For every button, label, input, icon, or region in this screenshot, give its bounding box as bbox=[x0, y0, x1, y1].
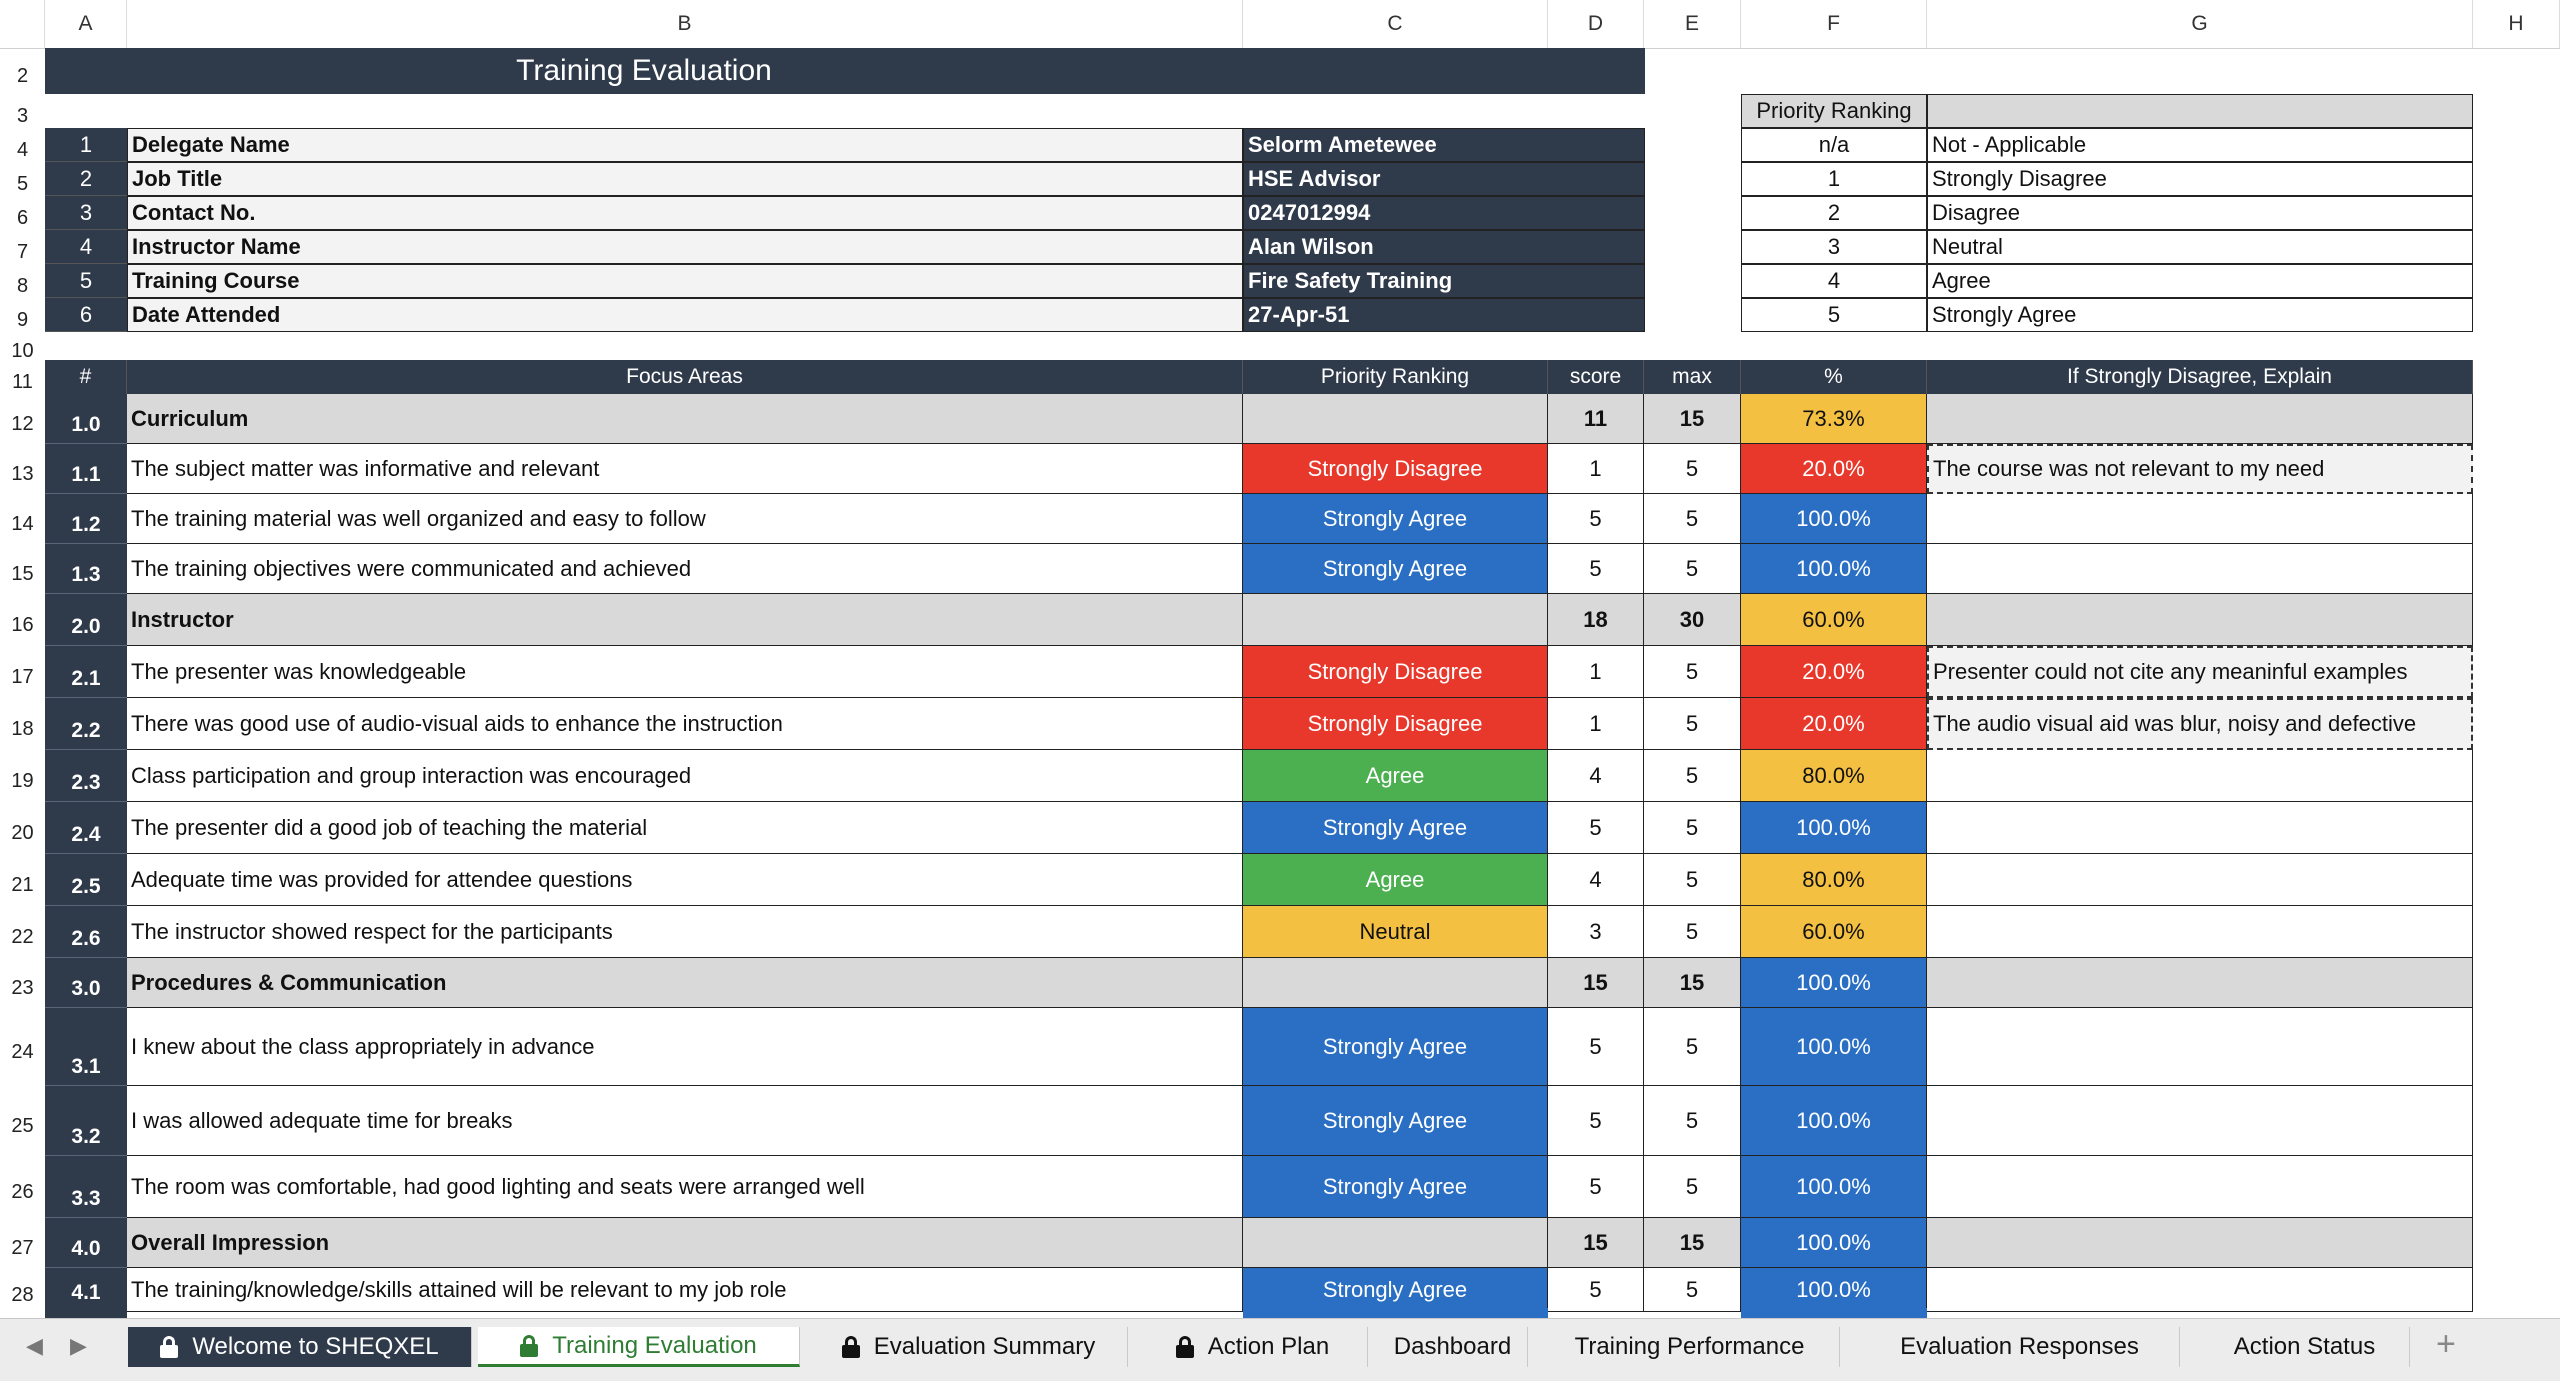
score-cell: 5 bbox=[1548, 494, 1644, 544]
focus-area-text: The subject matter was informative and relevant bbox=[127, 444, 1243, 494]
section-title: Curriculum bbox=[127, 394, 1243, 444]
priority-ranking-cell[interactable]: Strongly Agree bbox=[1243, 1156, 1548, 1218]
row-index: 2.5 bbox=[45, 854, 127, 906]
percent-cell: 20.0% bbox=[1741, 698, 1927, 750]
explanation-cell[interactable] bbox=[1927, 958, 2473, 1008]
explanation-cell[interactable] bbox=[1927, 494, 2473, 544]
row-number[interactable]: 2 bbox=[16, 65, 29, 87]
priority-ranking-cell[interactable]: Strongly Agree bbox=[1243, 544, 1548, 594]
info-number: 5 bbox=[45, 264, 127, 298]
legend-code: 4 bbox=[1741, 264, 1927, 298]
explanation-cell[interactable] bbox=[1927, 594, 2473, 646]
priority-ranking-cell[interactable]: Strongly Agree bbox=[1243, 802, 1548, 854]
sheet-tab-label: Action Plan bbox=[1207, 1333, 1330, 1360]
row-number[interactable]: 10 bbox=[11, 340, 34, 362]
column-header[interactable]: D bbox=[1548, 0, 1644, 48]
percent-cell: 80.0% bbox=[1741, 750, 1927, 802]
max-cell: 15 bbox=[1644, 958, 1741, 1008]
row-number[interactable]: 4 bbox=[16, 139, 29, 161]
priority-ranking-cell[interactable]: Agree bbox=[1243, 854, 1548, 906]
lock-icon bbox=[842, 1336, 860, 1358]
score-cell: 5 bbox=[1548, 1008, 1644, 1086]
sheet-tab[interactable] bbox=[1138, 1327, 1368, 1367]
title-extension bbox=[1243, 48, 1645, 94]
max-cell: 5 bbox=[1644, 1268, 1741, 1312]
row-index: 2.3 bbox=[45, 750, 127, 802]
row-number[interactable]: 6 bbox=[16, 207, 29, 229]
section-title: Instructor bbox=[127, 594, 1243, 646]
percent-cell: 20.0% bbox=[1741, 646, 1927, 698]
column-header[interactable]: G bbox=[1927, 0, 2473, 48]
row-index: 2.2 bbox=[45, 698, 127, 750]
info-value[interactable]: 27-Apr-51 bbox=[1243, 298, 1645, 332]
row-index: 4.0 bbox=[45, 1218, 127, 1268]
sheet-tab-label: Action Status bbox=[2233, 1333, 2376, 1360]
priority-ranking-cell[interactable]: Strongly Disagree bbox=[1243, 646, 1548, 698]
column-header[interactable]: A bbox=[45, 0, 127, 48]
row-index: 1.0 bbox=[45, 394, 127, 444]
score-cell: 3 bbox=[1548, 906, 1644, 958]
explanation-cell[interactable] bbox=[1927, 394, 2473, 444]
row-number[interactable]: 11 bbox=[12, 371, 33, 393]
percent-cell: 100.0% bbox=[1741, 802, 1927, 854]
legend-label: Disagree bbox=[1927, 196, 2473, 230]
table-header-max: max bbox=[1644, 360, 1741, 394]
percent-cell: 100.0% bbox=[1741, 1008, 1927, 1086]
table-header-focus: Focus Areas bbox=[127, 360, 1243, 394]
next-sheet-arrow-icon[interactable]: ▶ bbox=[70, 1333, 87, 1358]
explanation-cell[interactable]: The course was not relevant to my need bbox=[1927, 444, 2473, 494]
priority-ranking-cell[interactable]: Strongly Disagree bbox=[1243, 698, 1548, 750]
row-index: 3.2 bbox=[45, 1086, 127, 1156]
table-header-idx: # bbox=[45, 360, 127, 394]
score-cell: 4 bbox=[1548, 750, 1644, 802]
focus-area-text: The training/knowledge/skills attained will be relevant to my job role bbox=[127, 1268, 1243, 1312]
max-cell: 5 bbox=[1644, 698, 1741, 750]
focus-area-text: There was good use of audio-visual aids to enhance the instruction bbox=[127, 698, 1243, 750]
legend-header-blank bbox=[1927, 94, 2473, 128]
score-cell: 1 bbox=[1548, 444, 1644, 494]
sheet-tab-label: Evaluation Summary bbox=[873, 1333, 1096, 1360]
row-number[interactable]: 13 bbox=[11, 463, 34, 485]
explanation-cell[interactable] bbox=[1927, 802, 2473, 854]
max-cell: 5 bbox=[1644, 1086, 1741, 1156]
percent-cell: 100.0% bbox=[1741, 1268, 1927, 1312]
percent-cell: 100.0% bbox=[1741, 544, 1927, 594]
score-cell: 5 bbox=[1548, 1086, 1644, 1156]
row-number[interactable]: 14 bbox=[11, 513, 34, 535]
explanation-cell[interactable] bbox=[1927, 854, 2473, 906]
percent-cell: 100.0% bbox=[1741, 494, 1927, 544]
focus-area-text: The presenter was knowledgeable bbox=[127, 646, 1243, 698]
focus-area-text: The room was comfortable, had good lighting and seats were arranged well bbox=[127, 1156, 1243, 1218]
max-cell: 30 bbox=[1644, 594, 1741, 646]
row-number[interactable]: 8 bbox=[16, 275, 29, 297]
info-label: Contact No. bbox=[127, 196, 1243, 230]
score-cell: 18 bbox=[1548, 594, 1644, 646]
priority-ranking-cell[interactable] bbox=[1243, 594, 1548, 646]
row-number[interactable]: 28 bbox=[11, 1284, 34, 1306]
focus-area-text: Class participation and group interaction was encouraged bbox=[127, 750, 1243, 802]
percent-cell: 80.0% bbox=[1741, 854, 1927, 906]
score-cell: 1 bbox=[1548, 646, 1644, 698]
legend-label: Strongly Disagree bbox=[1927, 162, 2473, 196]
sheet-tab-label: Training Performance bbox=[1574, 1333, 1805, 1360]
priority-ranking-cell[interactable]: Strongly Agree bbox=[1243, 494, 1548, 544]
legend-header: Priority Ranking bbox=[1741, 94, 1927, 128]
explanation-cell[interactable] bbox=[1927, 750, 2473, 802]
score-cell: 5 bbox=[1548, 1156, 1644, 1218]
row-number[interactable]: 26 bbox=[11, 1181, 34, 1203]
partial-row-pct bbox=[1741, 1308, 1927, 1318]
percent-cell: 100.0% bbox=[1741, 1218, 1927, 1268]
column-header-bar bbox=[0, 0, 2560, 49]
sheet-tab[interactable] bbox=[478, 1327, 800, 1367]
row-number[interactable]: 5 bbox=[16, 173, 29, 195]
add-sheet-icon[interactable]: + bbox=[2436, 1325, 2456, 1363]
explanation-cell[interactable] bbox=[1927, 1218, 2473, 1268]
section-title: Procedures & Communication bbox=[127, 958, 1243, 1008]
percent-cell: 100.0% bbox=[1741, 958, 1927, 1008]
score-cell: 5 bbox=[1548, 544, 1644, 594]
prev-sheet-arrow-icon[interactable]: ◀ bbox=[26, 1333, 43, 1358]
max-cell: 15 bbox=[1644, 1218, 1741, 1268]
priority-ranking-cell[interactable] bbox=[1243, 1218, 1548, 1268]
percent-cell: 73.3% bbox=[1741, 394, 1927, 444]
explanation-cell[interactable]: Presenter could not cite any meaninful examples bbox=[1927, 646, 2473, 698]
sheet-title bbox=[45, 48, 1243, 94]
percent-cell: 60.0% bbox=[1741, 594, 1927, 646]
percent-cell: 100.0% bbox=[1741, 1156, 1927, 1218]
percent-cell: 100.0% bbox=[1741, 1086, 1927, 1156]
priority-ranking-cell[interactable]: Neutral bbox=[1243, 906, 1548, 958]
row-index: 3.0 bbox=[45, 958, 127, 1008]
score-cell: 15 bbox=[1548, 958, 1644, 1008]
row-number[interactable]: 7 bbox=[16, 241, 29, 263]
max-cell: 5 bbox=[1644, 1008, 1741, 1086]
percent-cell: 60.0% bbox=[1741, 906, 1927, 958]
info-value[interactable]: HSE Advisor bbox=[1243, 162, 1645, 196]
row-index: 1.1 bbox=[45, 444, 127, 494]
legend-label: Strongly Agree bbox=[1927, 298, 2473, 332]
explanation-cell[interactable] bbox=[1927, 906, 2473, 958]
priority-ranking-cell[interactable]: Strongly Agree bbox=[1243, 1008, 1548, 1086]
row-number[interactable]: 17 bbox=[11, 666, 34, 688]
row-number[interactable]: 27 bbox=[11, 1237, 34, 1259]
info-label: Instructor Name bbox=[127, 230, 1243, 264]
row-number[interactable]: 21 bbox=[11, 874, 34, 896]
max-cell: 5 bbox=[1644, 646, 1741, 698]
explanation-cell[interactable] bbox=[1927, 544, 2473, 594]
sheet-tab[interactable] bbox=[2200, 1327, 2410, 1367]
max-cell: 5 bbox=[1644, 750, 1741, 802]
max-cell: 5 bbox=[1644, 854, 1741, 906]
explanation-cell[interactable]: The audio visual aid was blur, noisy and defective bbox=[1927, 698, 2473, 750]
priority-ranking-cell[interactable]: Strongly Agree bbox=[1243, 1268, 1548, 1312]
row-number[interactable]: 18 bbox=[11, 718, 34, 740]
priority-ranking-cell[interactable]: Strongly Disagree bbox=[1243, 444, 1548, 494]
focus-area-text: I knew about the class appropriately in advance bbox=[127, 1008, 1243, 1086]
sheet-tab-label: Welcome to SHEQXEL bbox=[192, 1333, 439, 1360]
column-header[interactable]: F bbox=[1741, 0, 1927, 48]
focus-area-text: I was allowed adequate time for breaks bbox=[127, 1086, 1243, 1156]
explanation-cell[interactable] bbox=[1927, 1008, 2473, 1086]
row-number[interactable]: 22 bbox=[11, 926, 34, 948]
select-all-corner[interactable] bbox=[0, 0, 45, 48]
focus-area-text: Adequate time was provided for attendee questions bbox=[127, 854, 1243, 906]
max-cell: 5 bbox=[1644, 494, 1741, 544]
legend-label: Agree bbox=[1927, 264, 2473, 298]
sheet-tab-label: Training Evaluation bbox=[552, 1331, 757, 1359]
info-label: Job Title bbox=[127, 162, 1243, 196]
focus-area-text: The presenter did a good job of teaching the material bbox=[127, 802, 1243, 854]
section-title: Overall Impression bbox=[127, 1218, 1243, 1268]
focus-area-text: The training material was well organized and easy to follow bbox=[127, 494, 1243, 544]
info-number: 6 bbox=[45, 298, 127, 332]
lock-icon bbox=[1176, 1336, 1194, 1358]
priority-ranking-cell[interactable]: Strongly Agree bbox=[1243, 1086, 1548, 1156]
row-number[interactable]: 25 bbox=[11, 1115, 34, 1137]
score-cell: 5 bbox=[1548, 1268, 1644, 1312]
sheet-tab-label: Dashboard bbox=[1393, 1333, 1512, 1360]
row-index: 2.0 bbox=[45, 594, 127, 646]
info-value[interactable]: Fire Safety Training bbox=[1243, 264, 1645, 298]
sheet-tab[interactable] bbox=[810, 1327, 1128, 1367]
explanation-cell[interactable] bbox=[1927, 1268, 2473, 1312]
row-index: 1.3 bbox=[45, 544, 127, 594]
row-number[interactable]: 20 bbox=[11, 822, 34, 844]
max-cell: 15 bbox=[1644, 394, 1741, 444]
info-number: 3 bbox=[45, 196, 127, 230]
row-number[interactable]: 12 bbox=[11, 413, 34, 435]
explanation-cell[interactable] bbox=[1927, 1086, 2473, 1156]
info-label: Date Attended bbox=[127, 298, 1243, 332]
row-number[interactable]: 16 bbox=[11, 614, 34, 636]
legend-code: 1 bbox=[1741, 162, 1927, 196]
row-number[interactable]: 24 bbox=[11, 1041, 34, 1063]
info-number: 2 bbox=[45, 162, 127, 196]
sheet-tab[interactable] bbox=[1378, 1327, 1528, 1367]
table-header-priority: Priority Ranking bbox=[1243, 360, 1548, 394]
row-number[interactable]: 23 bbox=[11, 977, 34, 999]
explanation-cell[interactable] bbox=[1927, 1156, 2473, 1218]
legend-code: n/a bbox=[1741, 128, 1927, 162]
info-label: Delegate Name bbox=[127, 128, 1243, 162]
score-cell: 4 bbox=[1548, 854, 1644, 906]
partial-row-priority bbox=[1243, 1308, 1548, 1318]
partial-row bbox=[45, 1308, 127, 1318]
max-cell: 5 bbox=[1644, 544, 1741, 594]
info-label: Training Course bbox=[127, 264, 1243, 298]
percent-cell: 20.0% bbox=[1741, 444, 1927, 494]
focus-area-text: The instructor showed respect for the participants bbox=[127, 906, 1243, 958]
focus-area-text: The training objectives were communicated and achieved bbox=[127, 544, 1243, 594]
score-cell: 11 bbox=[1548, 394, 1644, 444]
table-header-pct: % bbox=[1741, 360, 1927, 394]
row-index: 1.2 bbox=[45, 494, 127, 544]
row-number[interactable]: 19 bbox=[11, 770, 34, 792]
row-number[interactable]: 15 bbox=[11, 563, 34, 585]
score-cell: 5 bbox=[1548, 802, 1644, 854]
max-cell: 5 bbox=[1644, 444, 1741, 494]
lock-icon bbox=[160, 1336, 178, 1358]
legend-label: Not - Applicable bbox=[1927, 128, 2473, 162]
legend-code: 5 bbox=[1741, 298, 1927, 332]
row-index: 2.6 bbox=[45, 906, 127, 958]
max-cell: 5 bbox=[1644, 906, 1741, 958]
column-header[interactable]: B bbox=[127, 0, 1243, 48]
priority-ranking-cell[interactable] bbox=[1243, 958, 1548, 1008]
info-number: 1 bbox=[45, 128, 127, 162]
info-value[interactable]: 0247012994 bbox=[1243, 196, 1645, 230]
priority-ranking-cell[interactable]: Agree bbox=[1243, 750, 1548, 802]
row-number[interactable]: 9 bbox=[16, 309, 29, 331]
table-header-score: score bbox=[1548, 360, 1644, 394]
info-value[interactable]: Alan Wilson bbox=[1243, 230, 1645, 264]
score-cell: 15 bbox=[1548, 1218, 1644, 1268]
legend-code: 2 bbox=[1741, 196, 1927, 230]
sheet-tab[interactable] bbox=[1860, 1327, 2180, 1367]
legend-label: Neutral bbox=[1927, 230, 2473, 264]
info-number: 4 bbox=[45, 230, 127, 264]
legend-code: 3 bbox=[1741, 230, 1927, 264]
sheet-tab[interactable] bbox=[1540, 1327, 1840, 1367]
info-value[interactable]: Selorm Ametewee bbox=[1243, 128, 1645, 162]
lock-icon bbox=[520, 1335, 538, 1357]
row-index: 2.4 bbox=[45, 802, 127, 854]
sheet-tab[interactable] bbox=[128, 1327, 472, 1367]
max-cell: 5 bbox=[1644, 802, 1741, 854]
column-header[interactable]: E bbox=[1644, 0, 1741, 48]
column-header[interactable]: C bbox=[1243, 0, 1548, 48]
row-index: 2.1 bbox=[45, 646, 127, 698]
row-index: 3.3 bbox=[45, 1156, 127, 1218]
max-cell: 5 bbox=[1644, 1156, 1741, 1218]
row-number[interactable]: 3 bbox=[16, 105, 29, 127]
row-index: 3.1 bbox=[45, 1008, 127, 1086]
sheet-tab-bar bbox=[0, 1318, 2560, 1381]
sheet-title-text: Training Evaluation bbox=[516, 54, 772, 87]
score-cell: 1 bbox=[1548, 698, 1644, 750]
table-header-explain: If Strongly Disagree, Explain bbox=[1927, 360, 2473, 394]
row-index: 4.1 bbox=[45, 1268, 127, 1312]
column-header[interactable]: H bbox=[2473, 0, 2560, 48]
priority-ranking-cell[interactable] bbox=[1243, 394, 1548, 444]
sheet-tab-label: Evaluation Responses bbox=[1900, 1333, 2139, 1360]
